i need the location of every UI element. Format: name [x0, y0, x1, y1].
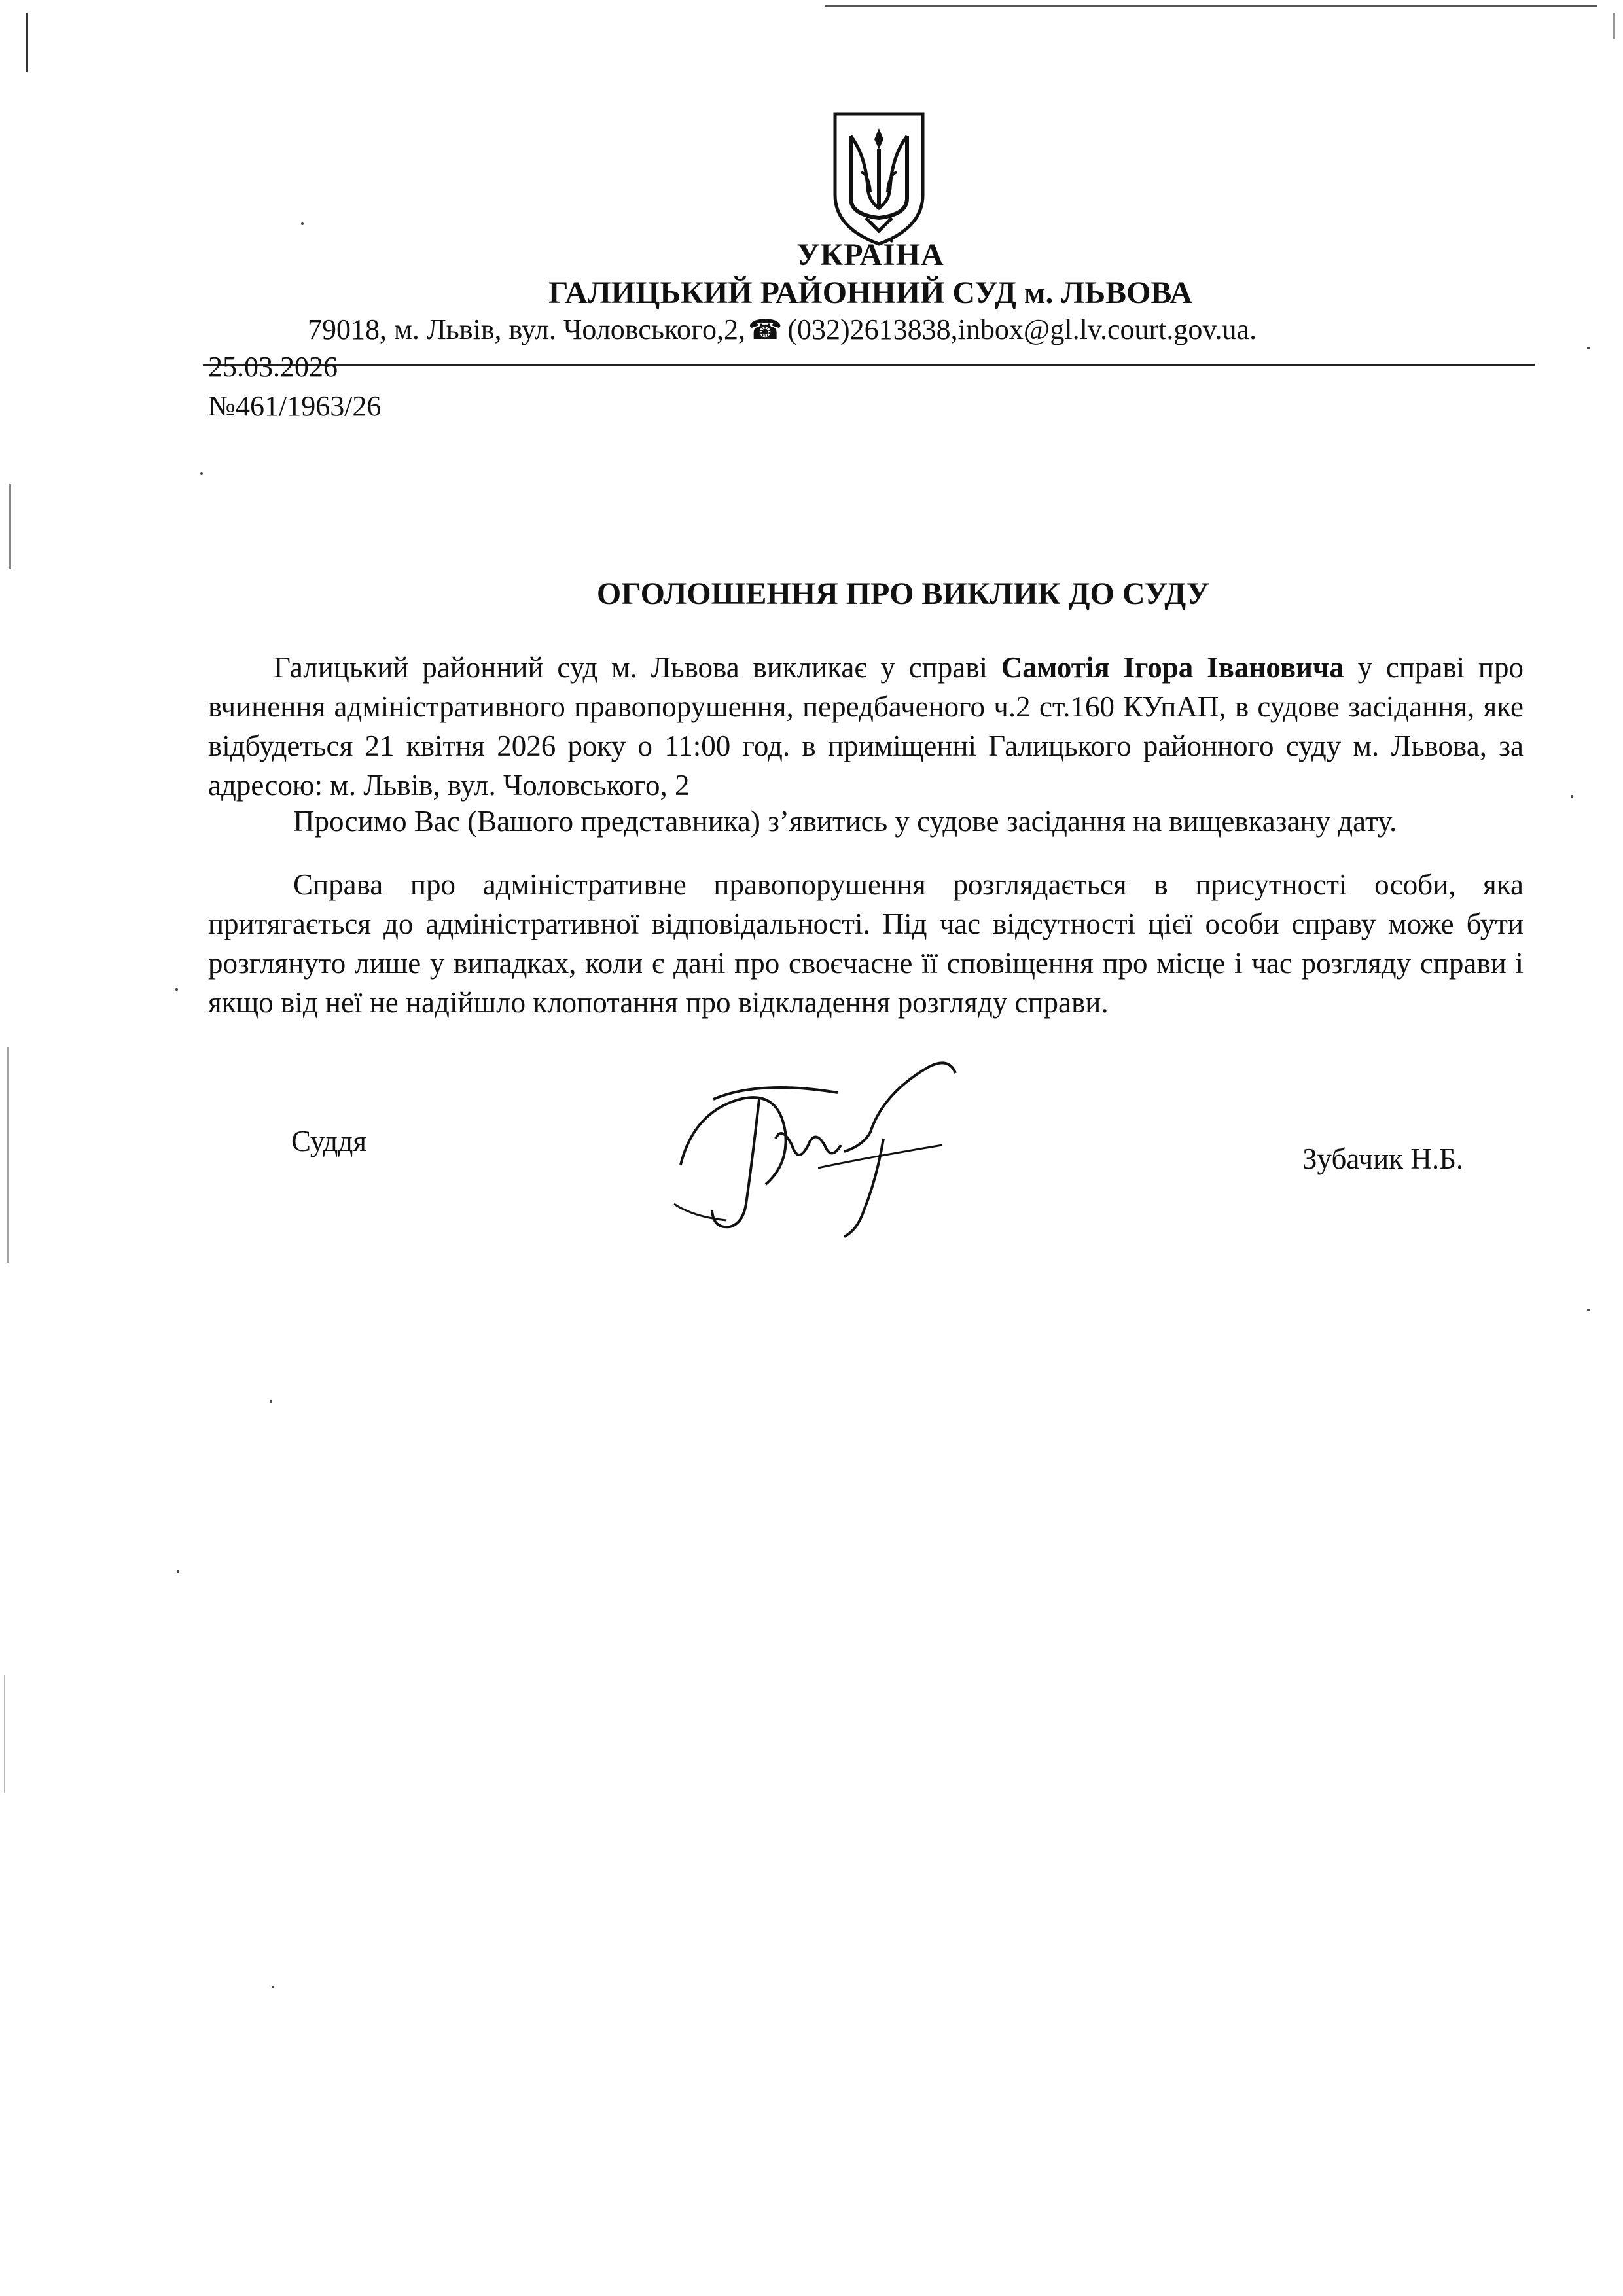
paragraph-procedure: Справа про адміністративне правопорушення розглядається в присутності особи, яка притягається до адміністративної відповідальності. Під час відсутності цієї особи справу може бути розглянуто лише у випадках, коли є дані про своєчасне її сповіщення про місце і час розгляду справи і якщо від неї не надійшло клопотання про відкладення розгляду справи.: [208, 868, 1524, 1019]
scan-dot: [1587, 1309, 1590, 1311]
defendant-name: Самотія Ігора Івановича: [1001, 651, 1344, 684]
paragraph-text: у справі про вчинення адміністративного правопорушення, передбаченого ч.2 ст.160 КУпАП, в судове засідання, яке відбудеться 21 квітня 2026 року о 11:00 год. в приміщенні Галицького районного суду м. Львова, за адресою: м. Львів, вул. Чоловського, 2: [208, 651, 1524, 802]
scan-dot: [1587, 347, 1590, 349]
header-divider: [203, 364, 1535, 366]
scan-artifact: [26, 13, 28, 72]
paragraph-request: Просимо Вас (Вашого представника) з’явитись у судове засідання на вищевказану дату.: [293, 805, 1397, 838]
judge-name: Зубачик Н.Б.: [1302, 1142, 1464, 1175]
scan-artifact: [4, 1675, 5, 1793]
scan-artifact: [1613, 13, 1615, 39]
coat-of-arms-emblem: [830, 110, 928, 247]
address-contacts: (032)2613838,inbox@gl.lv.court.gov.ua.: [787, 313, 1257, 345]
scan-dot: [270, 1400, 272, 1403]
scan-edge-line: [825, 5, 1597, 7]
scan-dot: [272, 1986, 274, 1988]
document-date: 25.03.2026: [208, 351, 338, 383]
address-prefix: 79018, м. Львів, вул. Чоловського,2,: [308, 313, 746, 345]
telephone-icon: ☎: [748, 315, 783, 345]
scan-dot: [301, 222, 304, 225]
scan-artifact: [9, 484, 11, 569]
paragraph-summons: [208, 648, 1524, 805]
paragraph-text: Галицький районний суд м. Львова викликає у справі: [274, 651, 1001, 684]
scan-dot: [1571, 795, 1573, 798]
header-country: УКРАЇНА: [796, 238, 944, 272]
judge-label: Суддя: [291, 1125, 367, 1157]
header-address: [308, 313, 1407, 346]
document-title: ОГОЛОШЕННЯ ПРО ВИКЛИК ДО СУДУ: [596, 576, 1210, 611]
scan-artifact: [7, 1047, 9, 1263]
handwritten-signature: [668, 1053, 982, 1243]
scan-dot: [177, 1570, 179, 1573]
document-number: №461/1963/26: [208, 390, 382, 422]
header-court-name: ГАЛИЦЬКИЙ РАЙОННИЙ СУД м. ЛЬВОВА: [548, 275, 1193, 310]
scan-dot: [200, 472, 203, 475]
scan-dot: [175, 988, 178, 991]
